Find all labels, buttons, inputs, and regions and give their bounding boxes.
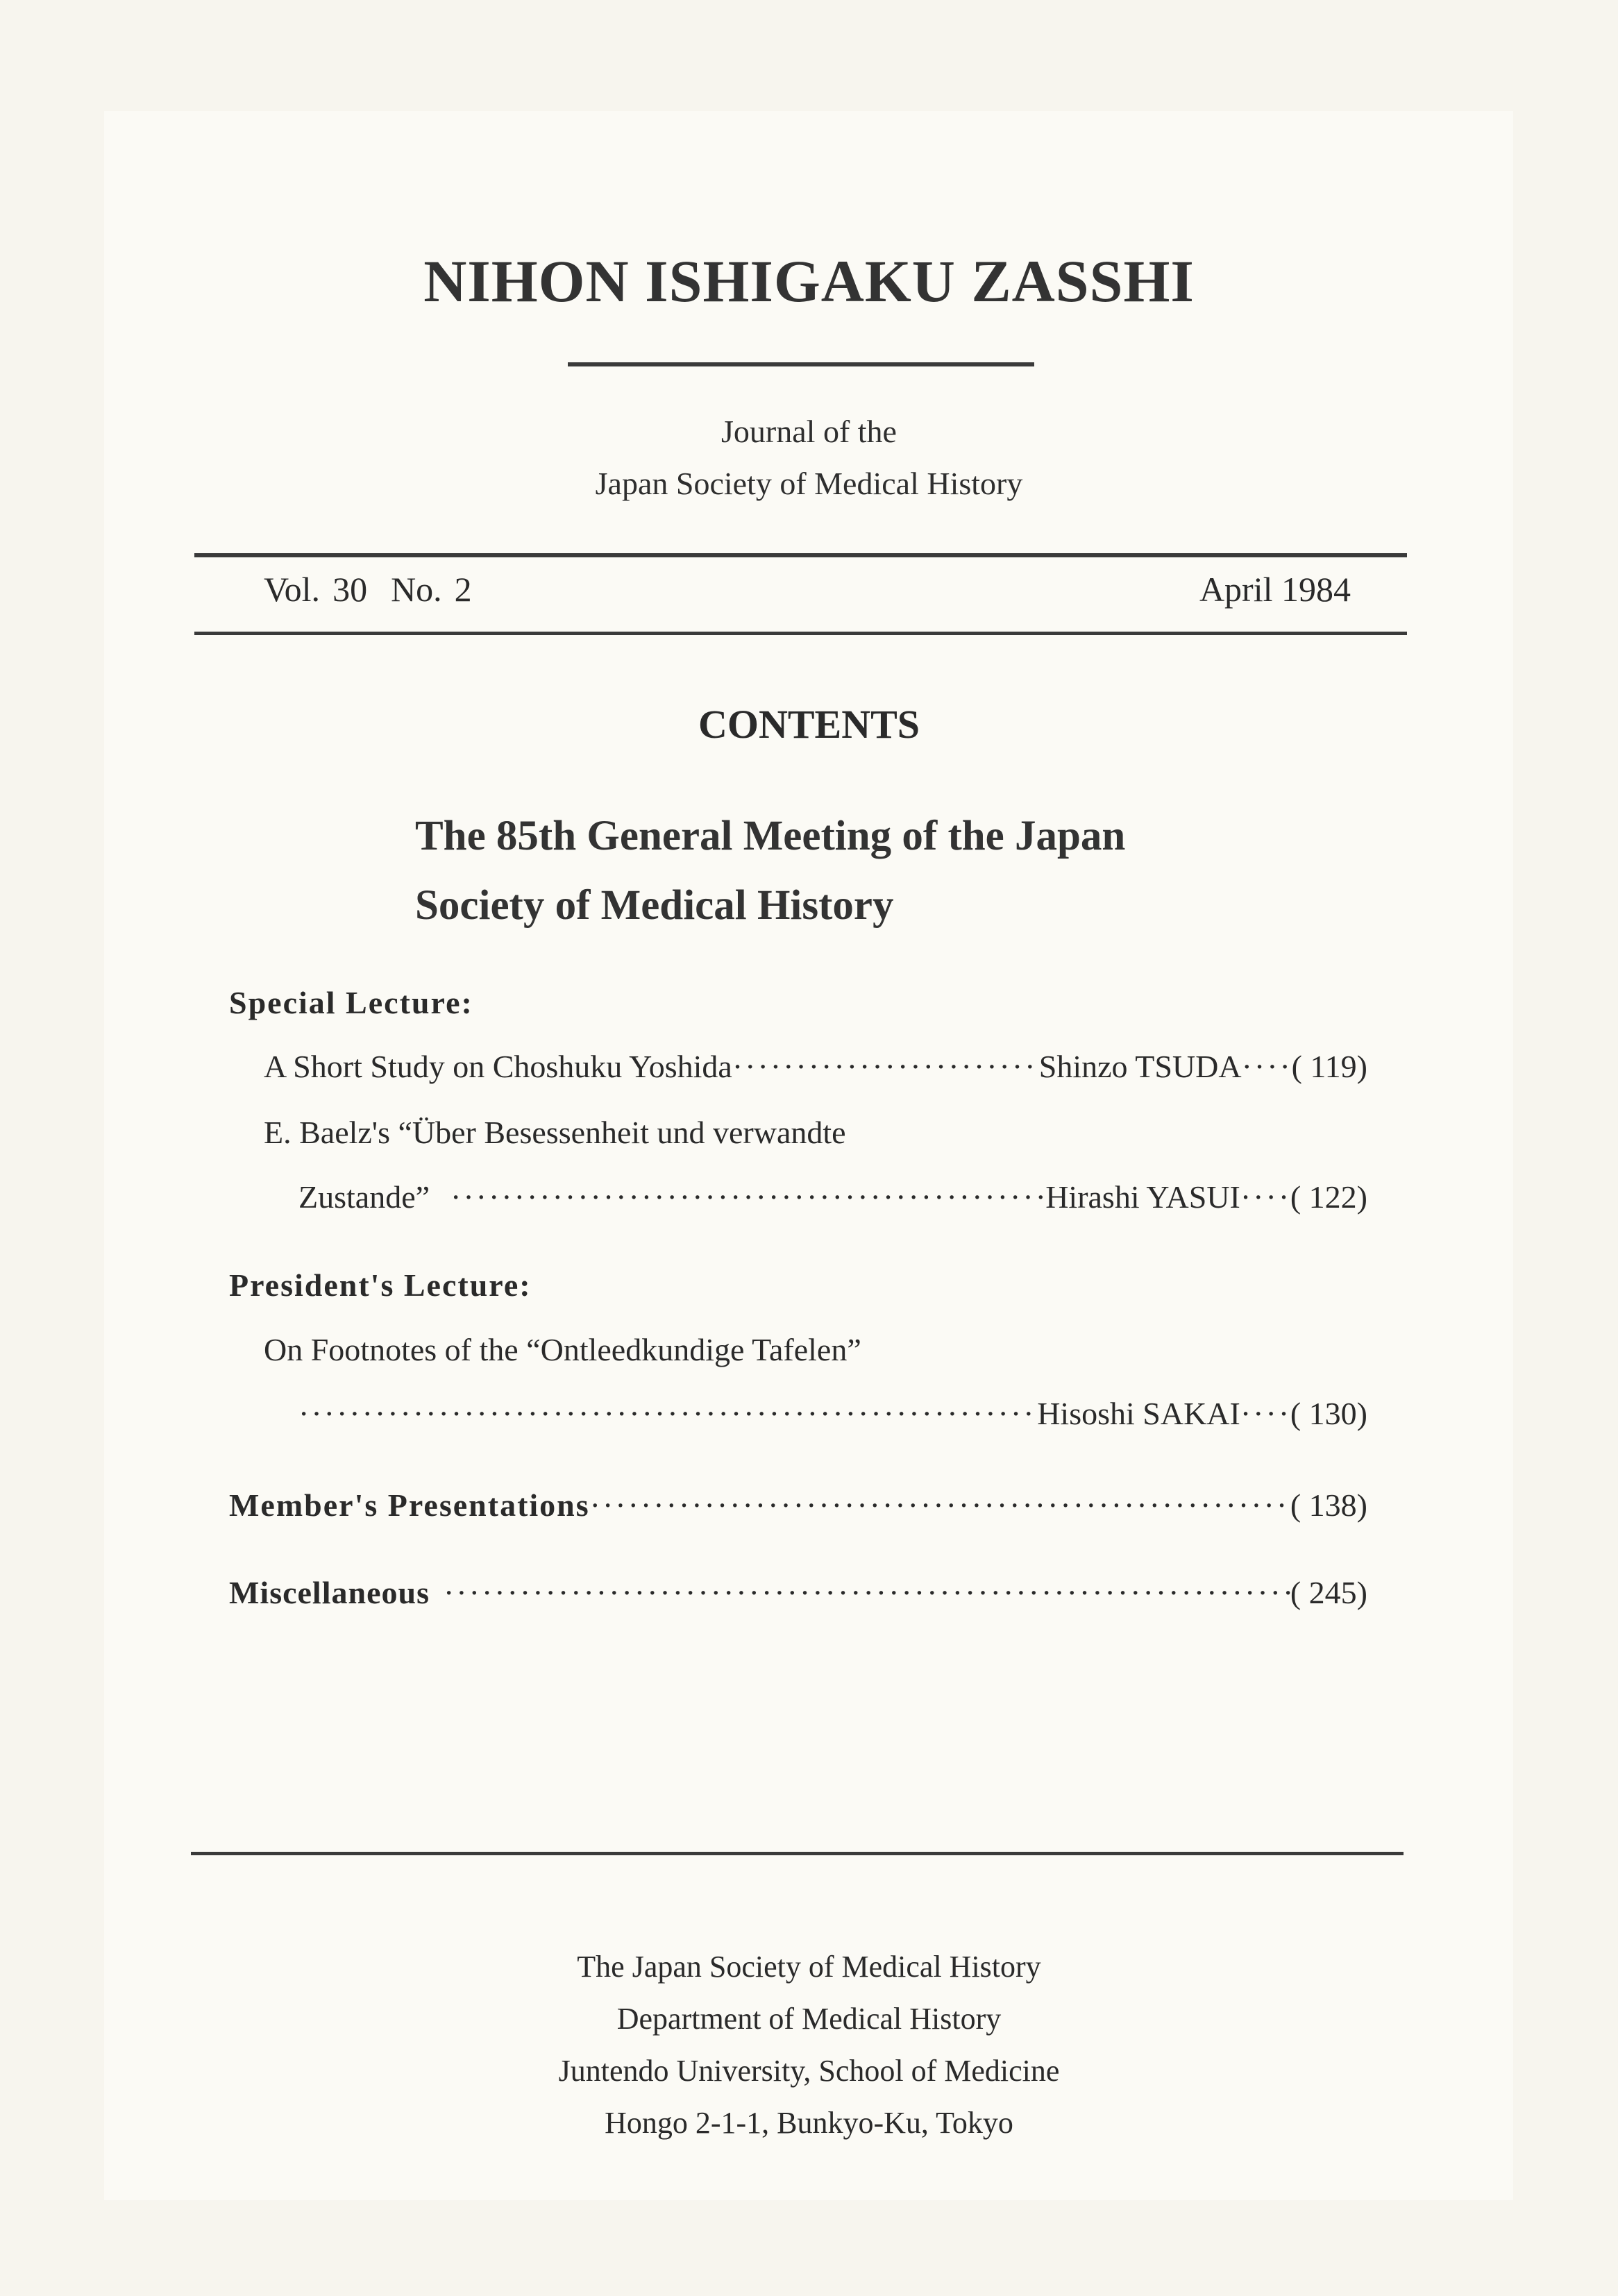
entry-page: ( 119) (1291, 1049, 1367, 1084)
title-underline (568, 362, 1034, 366)
issue-bar-bottom-rule (194, 632, 1407, 635)
no-number: 2 (454, 570, 472, 609)
vol-number: 30 (332, 570, 368, 609)
dot-leader (450, 1179, 1045, 1215)
toc-entry[interactable] (298, 1395, 1367, 1432)
issue-bar-top-rule (194, 553, 1407, 557)
entry-title: A Short Study on Choshuku Yoshida (264, 1049, 732, 1084)
entry-title-line2: Zustande” (298, 1179, 430, 1215)
footer-rule (191, 1852, 1404, 1855)
toc-entry[interactable] (298, 1179, 1367, 1215)
contents-heading: CONTENTS (698, 702, 920, 747)
entry-author: Hirashi YASUI (1045, 1179, 1240, 1215)
publisher-line4: Hongo 2-1-1, Bunkyo-Ku, Tokyo (605, 2106, 1013, 2140)
dot-leader (732, 1048, 1039, 1085)
entry-page: ( 122) (1290, 1179, 1367, 1215)
issue-date: April 1984 (1199, 570, 1351, 609)
entry-page: ( 245) (1290, 1575, 1367, 1610)
journal-title: NIHON ISHIGAKU ZASSHI (423, 248, 1195, 314)
meeting-title-line2: Society of Medical History (415, 882, 894, 929)
entry-title-line1: E. Baelz's “Über Besessenheit und verwandte (264, 1115, 846, 1150)
entry-page: ( 138) (1290, 1487, 1367, 1523)
dot-leader (1240, 1179, 1290, 1215)
vol-label: Vol. (264, 570, 321, 609)
publisher-line1: The Japan Society of Medical History (577, 1950, 1041, 1984)
toc-entry[interactable] (264, 1048, 1367, 1085)
toc-entry[interactable] (229, 1487, 1367, 1523)
publisher-line3: Juntendo University, School of Medicine (558, 2054, 1060, 2088)
dot-leader (444, 1574, 1290, 1611)
publisher-line2: Department of Medical History (616, 2002, 1002, 2036)
dot-leader (1242, 1048, 1292, 1085)
journal-subtitle-line2: Japan Society of Medical History (595, 466, 1023, 501)
entry-author: Shinzo TSUDA (1038, 1049, 1242, 1084)
miscellaneous-heading: Miscellaneous (229, 1575, 430, 1610)
toc-entry[interactable] (229, 1574, 1367, 1611)
members-presentations-heading: Member's Presentations (229, 1487, 590, 1523)
entry-title: On Footnotes of the “Ontleedkundige Tafelen” (264, 1332, 861, 1367)
special-lecture-heading: Special Lecture: (229, 985, 473, 1020)
presidents-lecture-heading: President's Lecture: (229, 1267, 532, 1303)
entry-author: Hisoshi SAKAI (1037, 1396, 1240, 1431)
dot-leader (590, 1487, 1290, 1523)
entry-page: ( 130) (1290, 1396, 1367, 1431)
dot-leader (298, 1395, 1037, 1432)
meeting-title-line1: The 85th General Meeting of the Japan (415, 813, 1126, 859)
no-label: No. (391, 570, 442, 609)
issue-volume-number (264, 569, 496, 609)
journal-subtitle-line1: Journal of the (721, 414, 897, 449)
dot-leader (1240, 1395, 1290, 1432)
